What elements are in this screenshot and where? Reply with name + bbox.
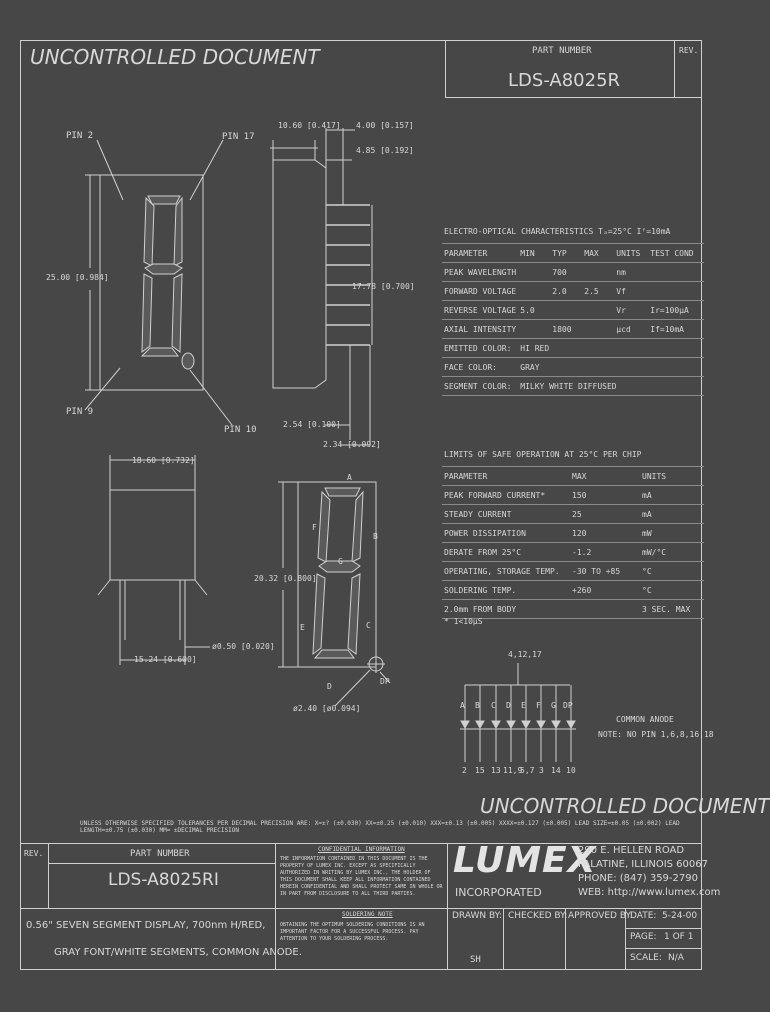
segview-label-dp: DP bbox=[380, 677, 390, 686]
approved-by-label: APPROVED BY: bbox=[568, 911, 633, 921]
table-cell: µcd bbox=[614, 320, 648, 339]
conf-text: THE INFORMATION CONTAINED IN THIS DOCUMENT IS THE PROPERTY OF LUMEX INC. EXCEPT AS SPECIFICALLY AUTHORIZED IN WRITING BY LUMEX INC., THE HOLDER OF THIS DOCUMENT SHALL KEEP ALL INFORMATION CONTAINED HEREIN CONFIDENTIAL AND SHALL PROTECT SAME IN WHOLE OR IN PART FROM DISCLOSURE TO ALL THIRD PARTIES. bbox=[280, 856, 443, 897]
side-dim-a: 10.60 [0.417] bbox=[278, 121, 341, 130]
table-row bbox=[442, 543, 704, 562]
footer-part-number: LDS-A8025RI bbox=[108, 870, 219, 890]
table-cell: If=10mA bbox=[648, 320, 704, 339]
table-cell: Vr bbox=[614, 301, 648, 320]
title-block-mid-line bbox=[20, 908, 702, 909]
side-view-body bbox=[273, 160, 326, 388]
conf-title: CONFIDENTIAL INFORMATION bbox=[318, 846, 405, 853]
segview-label-d: D bbox=[327, 682, 332, 691]
scale-value: N/A bbox=[668, 953, 684, 963]
rev-divider bbox=[48, 843, 49, 908]
table-row bbox=[442, 263, 704, 282]
segview-dp-dia: ø2.40 [ø0.094] bbox=[293, 704, 361, 713]
segview-label-b: B bbox=[373, 532, 378, 541]
side-dim-f: 2.34 [0.092] bbox=[323, 440, 381, 449]
table-cell: AXIAL INTENSITY bbox=[442, 320, 518, 339]
limits-header-row bbox=[442, 467, 704, 486]
table-cell: FORWARD VOLTAGE bbox=[442, 282, 518, 301]
table-row bbox=[442, 320, 704, 339]
limits-title: LIMITS OF SAFE OPERATION AT 25°C PER CHIP bbox=[444, 450, 642, 459]
pn-header-line bbox=[48, 863, 275, 864]
table-cell: -30 TO +85 bbox=[570, 562, 640, 581]
lumex-logo: LUMEX bbox=[453, 840, 597, 881]
circuit-pin-f: 3 bbox=[539, 766, 544, 775]
address-web: WEB: http://www.lumex.com bbox=[578, 887, 721, 898]
table-cell: REVERSE VOLTAGE bbox=[442, 301, 518, 320]
table-cell: Vf bbox=[614, 282, 648, 301]
segment-view-digit bbox=[313, 488, 363, 658]
eo-table bbox=[442, 243, 704, 396]
table-cell: 1800 bbox=[550, 320, 582, 339]
table-cell: 120 bbox=[570, 524, 640, 543]
title-block-top-line bbox=[20, 843, 702, 844]
lumex-logo-sub: INCORPORATED bbox=[455, 886, 542, 899]
table-cell: EMITTED COLOR: bbox=[442, 339, 518, 358]
scale-label: SCALE: bbox=[630, 953, 662, 963]
circuit-seg-c: C bbox=[491, 701, 496, 710]
front-pin2-label: PIN 2 bbox=[66, 131, 94, 141]
table-cell: 700 bbox=[550, 263, 582, 282]
table-cell bbox=[518, 263, 550, 282]
description-line-2: GRAY FONT/WHITE SEGMENTS, COMMON ANODE. bbox=[54, 947, 302, 958]
bottom-pin-dia: ø0.50 [0.020] bbox=[212, 642, 275, 651]
table-cell bbox=[582, 320, 614, 339]
segview-label-g: G bbox=[338, 557, 343, 566]
circuit-seg-a: A bbox=[460, 701, 465, 710]
table-cell: PEAK FORWARD CURRENT* bbox=[442, 486, 570, 505]
address-phone: PHONE: (847) 359-2790 bbox=[578, 873, 698, 884]
segview-height-dim: 20.32 [0.800] bbox=[254, 574, 317, 583]
common-anode-title: COMMON ANODE bbox=[616, 715, 674, 724]
footer-uncontrolled-stamp: UNCONTROLLED DOCUMENT bbox=[480, 794, 770, 818]
address-line-1: 290 E. HELLEN ROAD bbox=[578, 845, 685, 856]
table-cell: mW bbox=[640, 524, 704, 543]
eo-header-typ: TYP bbox=[550, 244, 582, 263]
front-height-dim: 25.00 [0.984] bbox=[46, 273, 109, 282]
footer-rev-label: REV. bbox=[24, 849, 44, 858]
solder-note-title: SOLDERING NOTE bbox=[342, 911, 393, 918]
segview-label-c: C bbox=[366, 621, 371, 630]
description-line-1: 0.56" SEVEN SEGMENT DISPLAY, 700nm H/RED, bbox=[26, 920, 266, 931]
date-row-line bbox=[625, 928, 702, 929]
eo-header-min: MIN bbox=[518, 244, 550, 263]
page-label: PAGE: bbox=[630, 932, 657, 942]
table-row bbox=[442, 358, 704, 377]
table-cell: SOLDERING TEMP. bbox=[442, 581, 570, 600]
table-cell bbox=[518, 320, 550, 339]
limits-header-parameter: PARAMETER bbox=[442, 467, 570, 486]
eo-header-parameter: PARAMETER bbox=[442, 244, 518, 263]
side-dim-e: 2.54 [0.100] bbox=[283, 420, 341, 429]
bottom-view-body bbox=[110, 490, 195, 580]
circuit-pin-b: 15 bbox=[475, 766, 485, 775]
eo-header-max: MAX bbox=[582, 244, 614, 263]
table-cell: SEGMENT COLOR: bbox=[442, 377, 518, 396]
eo-header-units: UNITS bbox=[614, 244, 648, 263]
table-cell: Ir=100µA bbox=[648, 301, 704, 320]
table-cell: DERATE FROM 25°C bbox=[442, 543, 570, 562]
limits-note: * 1<10µS bbox=[444, 617, 483, 626]
segview-label-e: E bbox=[300, 623, 305, 632]
limits-header-max: MAX bbox=[570, 467, 640, 486]
table-cell bbox=[570, 600, 640, 619]
header-rev-label: REV. bbox=[679, 46, 699, 55]
address-line-2: PALATINE, ILLINOIS 60067 bbox=[578, 859, 708, 870]
checked-by-label: CHECKED BY: bbox=[508, 911, 568, 921]
tolerance-note: UNLESS OTHERWISE SPECIFIED TOLERANCES PER DECIMAL PRECISION ARE: X=±? (±0.030) XX=±0.25 (±0.010) XXX=±0.13 (±0.005) XXXX=±0.127 (±0.005) LEAD SIZE=±0.05 (±0.002) LEAD LENGTH=±0.75 (±0.030) MM= ±DECIMAL PRECISION bbox=[80, 820, 680, 834]
table-cell: 2.5 bbox=[582, 282, 614, 301]
table-cell: mA bbox=[640, 505, 704, 524]
table-cell: OPERATING, STORAGE TEMP. bbox=[442, 562, 570, 581]
table-cell bbox=[648, 263, 704, 282]
drawn-by-value: SH bbox=[470, 955, 481, 965]
front-pin9-label: PIN 9 bbox=[66, 407, 94, 417]
limits-table bbox=[442, 466, 704, 619]
header-part-number: LDS-A8025R bbox=[508, 70, 621, 91]
table-cell: PEAK WAVELENGTH bbox=[442, 263, 518, 282]
circuit-seg-b: B bbox=[475, 701, 480, 710]
page-row-line bbox=[625, 948, 702, 949]
circuit-pin-e: 5,7 bbox=[520, 766, 535, 775]
drawn-by-label: DRAWN BY: bbox=[452, 911, 502, 921]
table-row bbox=[442, 486, 704, 505]
circuit-pin-d: 11,9 bbox=[503, 766, 523, 775]
table-row bbox=[442, 301, 704, 320]
side-dim-d: 17.78 [0.700] bbox=[352, 282, 415, 291]
table-cell: GRAY bbox=[518, 358, 704, 377]
front-pin10-label: PIN 10 bbox=[224, 425, 257, 435]
table-cell: FACE COLOR: bbox=[442, 358, 518, 377]
table-cell: -1.2 bbox=[570, 543, 640, 562]
eo-title: ELECTRO-OPTICAL CHARACTERISTICS Tₐ=25°C Iᶠ=10mA bbox=[444, 227, 671, 236]
date-value: 5-24-00 bbox=[662, 911, 698, 921]
table-cell bbox=[582, 301, 614, 320]
circuit-seg-d: D bbox=[506, 701, 511, 710]
table-cell bbox=[550, 301, 582, 320]
table-row bbox=[442, 339, 704, 358]
circuit-seg-e: E bbox=[521, 701, 526, 710]
table-row bbox=[442, 282, 704, 301]
page-value: 1 OF 1 bbox=[664, 932, 694, 942]
date-label: DATE: bbox=[630, 911, 657, 921]
table-cell: mW/°C bbox=[640, 543, 704, 562]
circuit-pin-c: 13 bbox=[491, 766, 501, 775]
table-cell: nm bbox=[614, 263, 648, 282]
side-dim-b: 4.00 [0.157] bbox=[356, 121, 414, 130]
circuit-pin-a: 2 bbox=[462, 766, 467, 775]
table-cell: POWER DISSIPATION bbox=[442, 524, 570, 543]
limits-header-units: UNITS bbox=[640, 467, 704, 486]
circuit-common-pins: 4,12,17 bbox=[508, 650, 542, 659]
table-cell: 5.0 bbox=[518, 301, 550, 320]
table-row bbox=[442, 524, 704, 543]
table-row bbox=[442, 600, 704, 619]
bottom-width-dim: 18.60 [0.732] bbox=[132, 456, 195, 465]
segview-label-a: A bbox=[347, 473, 352, 482]
table-cell: °C bbox=[640, 562, 704, 581]
table-cell bbox=[518, 282, 550, 301]
side-dim-c: 4.85 [0.192] bbox=[356, 146, 414, 155]
common-anode-note: NOTE: NO PIN 1,6,8,16,18 bbox=[598, 730, 714, 739]
front-pin17-label: PIN 17 bbox=[222, 132, 255, 142]
eo-header-row bbox=[442, 244, 704, 263]
circuit-pin-g: 14 bbox=[551, 766, 561, 775]
circuit-seg-g: G bbox=[551, 701, 556, 710]
conf-divider bbox=[447, 843, 448, 970]
circuit-diodes bbox=[460, 685, 576, 762]
table-cell: HI RED bbox=[518, 339, 704, 358]
table-cell: MILKY WHITE DIFFUSED bbox=[518, 377, 704, 396]
checked-divider bbox=[503, 908, 504, 970]
table-row bbox=[442, 581, 704, 600]
table-cell: mA bbox=[640, 486, 704, 505]
table-cell bbox=[648, 282, 704, 301]
circuit-pin-dp: 10 bbox=[566, 766, 576, 775]
table-row bbox=[442, 377, 704, 396]
header-part-number-label: PART NUMBER bbox=[532, 46, 592, 56]
table-cell: 25 bbox=[570, 505, 640, 524]
footer-part-number-label: PART NUMBER bbox=[130, 849, 190, 859]
table-cell: 150 bbox=[570, 486, 640, 505]
table-cell: 2.0 bbox=[550, 282, 582, 301]
bottom-pitch-dim: 15.24 [0.600] bbox=[134, 655, 197, 664]
table-cell: STEADY CURRENT bbox=[442, 505, 570, 524]
table-cell: 3 SEC. MAX bbox=[640, 600, 704, 619]
circuit-seg-f: F bbox=[536, 701, 541, 710]
table-cell: °C bbox=[640, 581, 704, 600]
table-row bbox=[442, 505, 704, 524]
table-cell: +260 bbox=[570, 581, 640, 600]
table-cell: 2.0mm FROM BODY bbox=[442, 600, 570, 619]
segview-label-f: F bbox=[312, 523, 317, 532]
solder-note-text: OBTAINING THE OPTIMUM SOLDERING CONDITIONS IS AN IMPORTANT FACTOR FOR A SUCCESSFUL PROCESS. PAY ATTENTION TO YOUR SOLDERING PROCESS. bbox=[280, 922, 425, 942]
table-cell bbox=[582, 263, 614, 282]
circuit-seg-dp: DP bbox=[563, 701, 573, 710]
table-row bbox=[442, 562, 704, 581]
uncontrolled-stamp: UNCONTROLLED DOCUMENT bbox=[30, 45, 320, 69]
front-view-digit bbox=[142, 196, 194, 369]
eo-header-test: TEST COND bbox=[648, 244, 704, 263]
